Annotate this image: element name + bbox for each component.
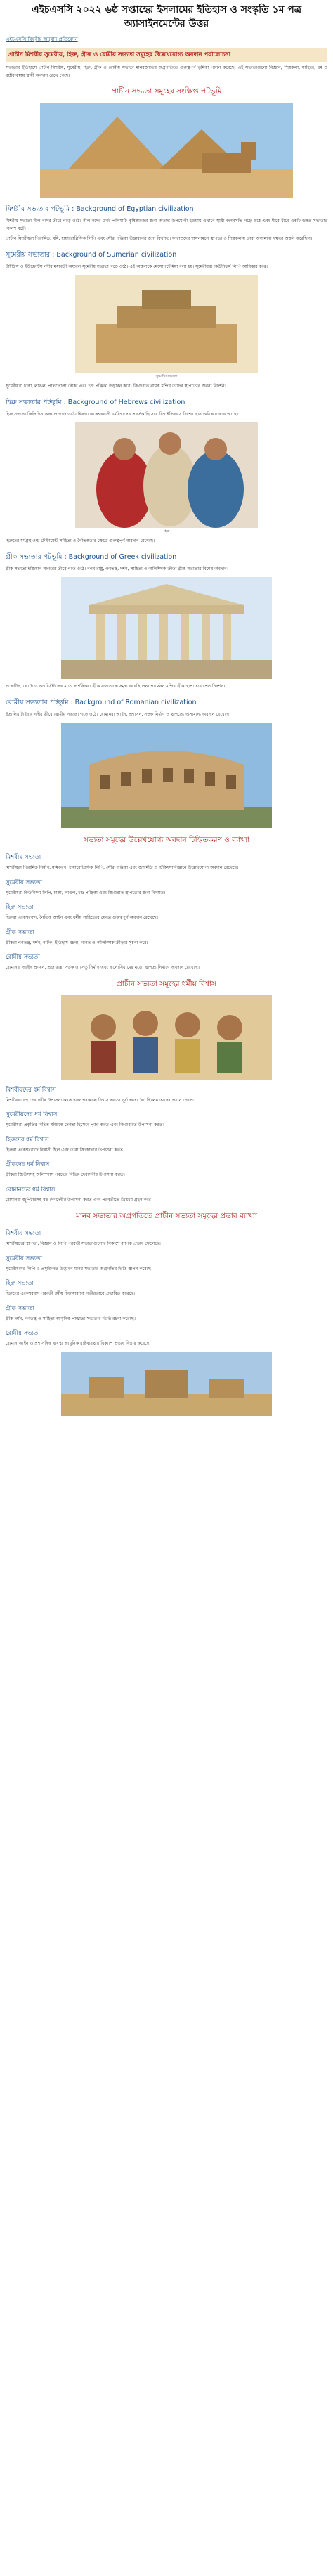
- religion-roman-heading: রোমানদের ধর্ম বিশ্বাস: [6, 1186, 56, 1193]
- contrib-hebrew-text: হিব্রুরা একেশ্বরবাদ, নৈতিক আইন এবং ধর্মীয় সাহিত্যের ক্ষেত্রে গুরুত্বপূর্ণ অবদান রেখেছে।: [6, 915, 158, 920]
- contrib-greek-text: গ্রীকরা গণতন্ত্র, দর্শন, নাটক, ইতিহাস রচনা, গণিত ও অলিম্পিক ক্রীড়ার সূচনা করে।: [6, 940, 148, 945]
- influence-egypt-text: মিশরীয়দের স্থাপত্য, বিজ্ঞান ও লিপি পরবর্তী সভ্যতাগুলোর বিকাশে ব্যাপক প্রভাব ফেলেছে।: [6, 1241, 161, 1246]
- sumer-image: [75, 275, 258, 373]
- contrib-greek-heading: গ্রীক সভ্যতা: [6, 928, 34, 936]
- religion-greek-text: গ্রীকরা জিউসসহ অলিম্পাস পর্বতের বিভিন্ন দেবদেবীর উপাসনা করত।: [6, 1172, 125, 1177]
- influence-roman-text: রোমান আইন ও প্রশাসনিক ব্যবস্থা আধুনিক রাষ্ট্রব্যবস্থার বিকাশে প্রভাব বিস্তার করেছে।: [6, 1341, 151, 1346]
- religion-sumer-heading: সুমেরীয়দের ধর্ম বিশ্বাস: [6, 1111, 58, 1118]
- contrib-sumer-text: সুমেরীয়রা কিউনিফর্ম লিপি, চাকা, লাঙল, চন্দ্র পঞ্জিকা এবং জিগুরাত স্থাপত্যের জন্য বিখ্যাত।: [6, 890, 166, 895]
- egypt-background-text-1: মিশরীয় সভ্যতা নীল নদের তীরে গড়ে ওঠে। নীল নদের উর্বর পলিমাটি কৃষিকাজের জন্য অত্যন্ত উপযোগী হওয়ায় এখানে স্থায়ী জনবসতি গড়ে ওঠে এবং ধীরে ধীরে একটি উন্নত সভ্যতার বিকাশ ঘটে।: [6, 219, 327, 231]
- influence-greek-heading: গ্রীক সভ্যতা: [6, 1305, 34, 1312]
- influence-sumer-heading: সুমেরীয় সভ্যতা: [6, 1255, 42, 1262]
- influence-hebrew-text: হিব্রুদের একেশ্বরবাদ পরবর্তী ধর্মীয় চিন্তাধারাকে গভীরভাবে প্রভাবিত করেছে।: [6, 1291, 135, 1296]
- influence-egypt-heading: মিশরীয় সভ্যতা: [6, 1230, 41, 1237]
- sumer-background-text-1: টাইগ্রিস ও ইউফ্রেটিস নদীর মধ্যবর্তী অঞ্চলে সুমেরীয় সভ্যতা গড়ে ওঠে। এই অঞ্চলকে মেসোপটেমিয়া বলা হয়। সুমেরীয়রা কিউনিফর্ম লিপি আবিষ্কার করে।: [6, 264, 268, 269]
- page-title: এইচএসসি ২০২২ ৬ষ্ঠ সপ্তাহের ইসলামের ইতিহাস ও সংস্কৃতি ১ম পত্র অ্যাসাইনমেন্টের উত্তর: [31, 4, 302, 30]
- contrib-hebrew-heading: হিব্রু সভ্যতা: [6, 904, 34, 911]
- contrib-roman-text: রোমানরা আইন প্রণয়ন, প্রজাতন্ত্র, সড়ক ও সেতু নির্মাণ এবং কলোসিয়ামের মতো স্থাপত্য নির্মাণে অবদান রেখেছে।: [6, 965, 200, 970]
- ancient-city-image: [61, 1352, 272, 1416]
- contrib-roman-heading: রোমীয় সভ্যতা: [6, 954, 40, 961]
- sumer-background-heading: সুমেরীয় সভ্যতার : Background of Sumerian civilization: [6, 250, 177, 259]
- religion-hebrew-text: হিব্রুরা একেশ্বরবাদে বিশ্বাসী ছিল এবং তারা জিহোভার উপাসনা করত।: [6, 1147, 125, 1153]
- sumer-image-caption: সুমেরীয় সভ্যতা: [155, 375, 178, 379]
- greek-background-text-2: সক্রেটিস, প্লেটো ও অ্যারিস্টটলের মতো দার্শনিকরা গ্রীক সভ্যতাকে সমৃদ্ধ করেছিলেন। পার্থেনন মন্দির গ্রীক স্থাপত্যের শ্রেষ্ঠ নিদর্শন।: [6, 684, 226, 689]
- gods-painting-image: [61, 995, 272, 1080]
- hebrew-background-text-1: হিব্রু সভ্যতা ফিলিস্তিন অঞ্চলে গড়ে ওঠে। হিব্রুরা একেশ্বরবাদী ধর্মবিশ্বাসের প্রবর্তক হিসেবে বিশ্ব ইতিহাসে বিশেষ স্থান অধিকার করে আছে।: [6, 411, 238, 417]
- religion-egypt-text: মিশরীয়রা বহু দেবদেবীর উপাসনা করত এবং পরকালে বিশ্বাস করত। সূর্যদেবতা 'রা' ছিলেন তাদের প্রধান দেবতা।: [6, 1097, 196, 1103]
- egypt-background-text-2: প্রাচীন মিশরীয়রা পিরামিড, মমি, হায়ারোগ্লিফিক লিপি এবং সৌর পঞ্জিকা উদ্ভাবনের জন্য বিখ্যাত। ফারাওদের শাসনামলে স্থাপত্য ও শিল্পকলায় তারা অসামান্য দক্ষতা অর্জন করেছিল।: [6, 236, 313, 241]
- section-banner-religion: প্রাচীন সভ্যতা সমূহের ধর্মীয় বিশ্বাস: [117, 979, 216, 988]
- roman-background-heading: রোমীয় সভ্যতার পটভূমি : Background of Romanian civilization: [6, 698, 197, 706]
- parthenon-image: [61, 577, 272, 679]
- religion-greek-heading: গ্রীকদের ধর্ম বিশ্বাস: [6, 1161, 50, 1168]
- article: [0, 3, 333, 1416]
- sphinx-pyramid-image: [40, 103, 293, 198]
- influence-greek-text: গ্রীক দর্শন, গণতন্ত্র ও সাহিত্য আধুনিক পাশ্চাত্য সভ্যতার ভিত্তি রচনা করেছে।: [6, 1316, 136, 1321]
- byline-link[interactable]: এইচএসসি বিষুবীয় অনুবাদ প্রতিবেদন: [6, 37, 78, 42]
- religion-hebrew-heading: হিব্রুদের ধর্ম বিশ্বাস: [6, 1136, 49, 1144]
- contrib-egypt-heading: মিশরীয় সভ্যতা: [6, 854, 41, 861]
- influence-roman-heading: রোমীয় সভ্যতা: [6, 1330, 40, 1337]
- roman-background-text-1: ইতালির টাইবার নদীর তীরে রোমীয় সভ্যতা গড়ে ওঠে। রোমানরা আইন, প্রশাসন, সড়ক নির্মাণ ও স্থাপত্যে অসামান্য অবদান রেখেছে।: [6, 711, 231, 717]
- section-banner-background: প্রাচীন সভ্যতা সমূহের সংক্ষিপ্ত পটভূমি: [111, 87, 222, 96]
- sumer-background-text-2: সুমেরীয়রা চাকা, লাঙল, পালতোলা নৌকা এবং চন্দ্র পঞ্জিকা উদ্ভাবন করে। জিগুরাত নামক মন্দির তাদের স্থাপত্যের অনন্য নিদর্শন।: [6, 384, 226, 389]
- section-banner-contributions: সভ্যতা সমূহের উল্লেখযোগ্য অবদান চিহ্নিতকরণ ও ব্যাখ্যা: [83, 836, 250, 844]
- egypt-background-heading: মিশরীয় সভ্যতার পটভূমি : Background of Egyptian civilization: [6, 205, 194, 213]
- influence-hebrew-heading: হিব্রু সভ্যতা: [6, 1280, 34, 1287]
- hebrew-background-text-2: হিব্রুদের ধর্মগ্রন্থ ওল্ড টেস্টামেন্ট সাহিত্য ও নৈতিকতার ক্ষেত্রে গুরুত্বপূর্ণ অবদান রেখেছে।: [6, 538, 155, 543]
- colosseum-image: [61, 723, 272, 828]
- religion-roman-text: রোমানরা জুপিটারসহ বহু দেবদেবীর উপাসনা করত এবং পরবর্তীতে খ্রিষ্টধর্ম গ্রহণ করে।: [6, 1197, 153, 1203]
- greek-background-text-1: গ্রীক সভ্যতা ইজিয়ান সাগরের তীরে গড়ে ওঠে। নগর রাষ্ট্র, গণতন্ত্র, দর্শন, সাহিত্য ও অলিম্পিক ক্রীড়া গ্রীক সভ্যতার বিশেষ অবদান।: [6, 566, 228, 571]
- intro-text: সভ্যতার ইতিহাসে প্রাচীন মিশরীয়, সুমেরীয়, হিব্রু, গ্রীক ও রোমীয় সভ্যতা মানবজাতির অগ্রগতিতে গুরুত্বপূর্ণ ভূমিকা পালন করেছে। এই সভ্যতাগুলো বিজ্ঞান, শিল্পকলা, সাহিত্য, ধর্ম ও রাষ্ট্রব্যবস্থায় স্থায়ী অবদান রেখে গেছে।: [6, 65, 327, 78]
- religion-sumer-text: সুমেরীয়রা প্রকৃতির বিভিন্ন শক্তিকে দেবতা হিসেবে পূজা করত এবং জিগুরাতে উপাসনা করত।: [6, 1122, 164, 1127]
- section-banner-influence: মানব সভ্যতার অগ্রগতিতে প্রাচীন সভ্যতা সমূহের প্রভাব ব্যাখ্যা: [76, 1212, 257, 1220]
- hebrew-image-caption: হিব্রু: [163, 529, 170, 533]
- hebrew-image: [75, 422, 258, 528]
- hebrew-background-heading: হিব্রু সভ্যতার পটভূমি : Background of Hebrews civilization: [6, 398, 185, 406]
- influence-sumer-text: সুমেরীয়দের লিপি ও প্রযুক্তিগত উদ্ভাবন মানব সভ্যতার অগ্রগতির ভিত্তি স্থাপন করেছে।: [6, 1266, 153, 1271]
- religion-egypt-heading: মিশরীয়দের ধর্ম বিশ্বাস: [6, 1086, 56, 1094]
- contrib-egypt-text: মিশরীয়রা পিরামিড নির্মাণ, মমিকরণ, হায়ারোগ্লিফিক লিপি, সৌর পঞ্জিকা এবং জ্যামিতি ও চিকিৎসাবিজ্ঞানে উল্লেখযোগ্য অবদান রেখেছে।: [6, 865, 239, 870]
- contrib-sumer-heading: সুমেরীয় সভ্যতা: [6, 879, 42, 886]
- greek-background-heading: গ্রীক সভ্যতার পটভূমি : Background of Greek civilization: [6, 552, 177, 561]
- intro-heading: প্রাচীন মিশরীয় সুমেরীয়, হিব্রু, গ্রীক ও রোমীয় সভ্যতা সমূহের উল্লেখযোগ্য অবদান পর্যালোচনা: [6, 48, 327, 62]
